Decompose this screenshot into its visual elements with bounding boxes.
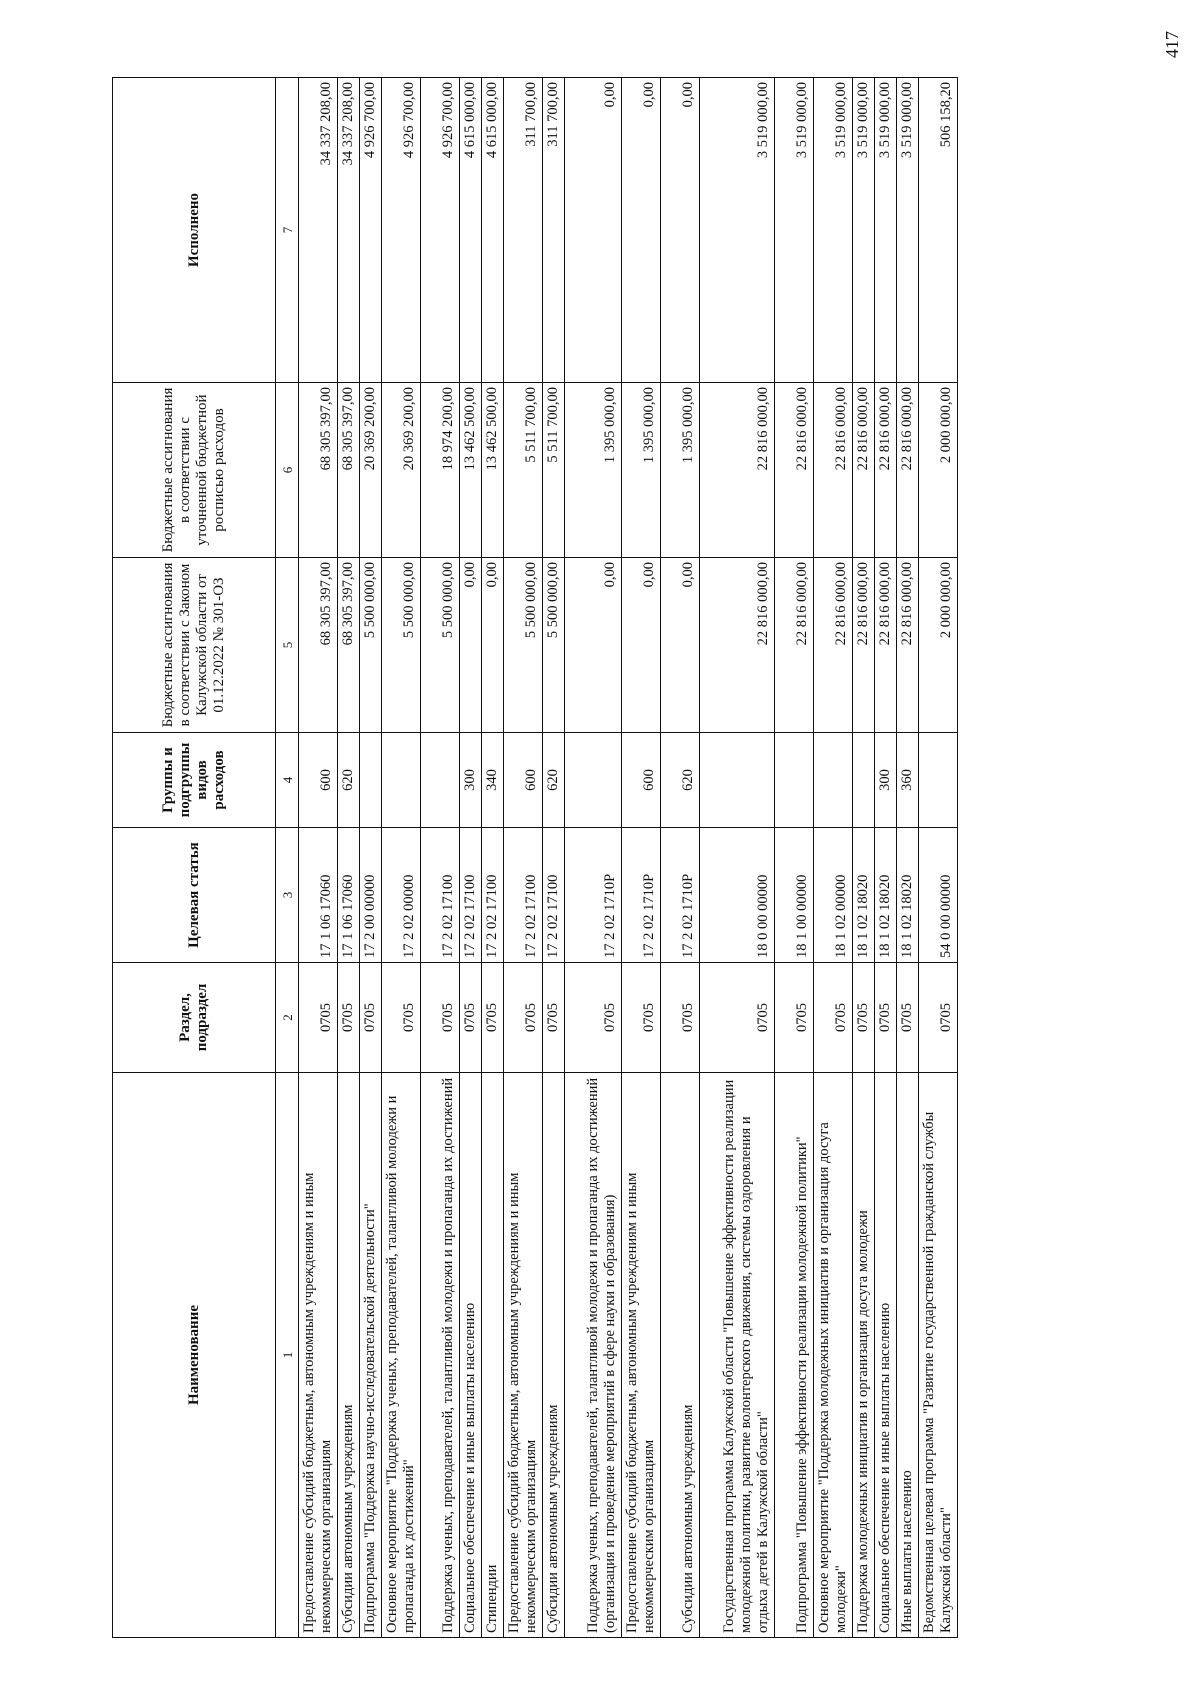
cell-section: 0705 xyxy=(622,963,661,1073)
cell-target: 17 1 06 17060 xyxy=(299,828,338,963)
cell-target: 18 1 02 18020 xyxy=(875,828,897,963)
table-body xyxy=(299,78,958,1638)
rotated-page xyxy=(112,78,1082,1638)
cell-schedule: 68 305 397,00 xyxy=(299,383,338,558)
cell-section: 0705 xyxy=(853,963,875,1073)
cell-executed: 3 519 000,00 xyxy=(700,78,775,383)
cell-schedule: 68 305 397,00 xyxy=(338,383,360,558)
cell-target: 18 0 00 00000 xyxy=(700,828,775,963)
cell-executed: 311 700,00 xyxy=(504,78,543,383)
cell-target: 17 2 02 17100 xyxy=(504,828,543,963)
cell-law: 5 500 000,00 xyxy=(360,558,382,733)
cell-name: Иные выплаты населению xyxy=(897,1073,919,1638)
cell-law: 2 000 000,00 xyxy=(919,558,958,733)
cell-executed: 4 615 000,00 xyxy=(460,78,482,383)
table-row xyxy=(460,78,482,1638)
table-row xyxy=(897,78,919,1638)
cell-schedule: 22 816 000,00 xyxy=(897,383,919,558)
cell-law: 22 816 000,00 xyxy=(814,558,853,733)
cell-name: Субсидии автономным учреждениям xyxy=(661,1073,700,1638)
cell-schedule: 1 395 000,00 xyxy=(661,383,700,558)
column-number: 6 xyxy=(276,383,299,558)
cell-name: Субсидии автономным учреждениям xyxy=(338,1073,360,1638)
cell-target: 17 2 02 1710Р xyxy=(622,828,661,963)
table-row xyxy=(700,78,775,1638)
header-executed: Исполнено xyxy=(113,78,276,383)
cell-section: 0705 xyxy=(460,963,482,1073)
cell-name: Основное мероприятие "Поддержка ученых, преподавателей, талантливой молодежи и пропаганда их достижений" xyxy=(382,1073,421,1638)
cell-target: 17 2 02 17100 xyxy=(460,828,482,963)
cell-section: 0705 xyxy=(543,963,565,1073)
header-groups: Группы и подгруппы видов расходов xyxy=(113,733,276,828)
cell-group: 600 xyxy=(622,733,661,828)
cell-law: 22 816 000,00 xyxy=(853,558,875,733)
cell-executed: 4 926 700,00 xyxy=(382,78,421,383)
cell-target: 18 1 02 18020 xyxy=(897,828,919,963)
cell-schedule: 22 816 000,00 xyxy=(700,383,775,558)
cell-law: 5 500 000,00 xyxy=(543,558,565,733)
cell-section: 0705 xyxy=(504,963,543,1073)
cell-law: 0,00 xyxy=(565,558,622,733)
cell-group: 340 xyxy=(482,733,504,828)
cell-group: 600 xyxy=(504,733,543,828)
cell-executed: 3 519 000,00 xyxy=(814,78,853,383)
cell-group xyxy=(360,733,382,828)
cell-law: 5 500 000,00 xyxy=(421,558,460,733)
cell-schedule: 13 462 500,00 xyxy=(482,383,504,558)
cell-executed: 3 519 000,00 xyxy=(875,78,897,383)
table-row xyxy=(543,78,565,1638)
cell-schedule: 20 369 200,00 xyxy=(382,383,421,558)
cell-section: 0705 xyxy=(565,963,622,1073)
table-row xyxy=(421,78,460,1638)
cell-group xyxy=(853,733,875,828)
header-schedule: Бюджетные ассигнования в соответствии с уточненной бюджетной росписью расходов xyxy=(113,383,276,558)
cell-group xyxy=(814,733,853,828)
cell-section: 0705 xyxy=(814,963,853,1073)
cell-executed: 0,00 xyxy=(622,78,661,383)
cell-name: Основное мероприятие "Поддержка молодежных инициатив и организация досуга молодежи" xyxy=(814,1073,853,1638)
cell-executed: 34 337 208,00 xyxy=(338,78,360,383)
cell-target: 18 1 02 00000 xyxy=(814,828,853,963)
cell-name: Поддержка молодежных инициатив и организация досуга молодежи xyxy=(853,1073,875,1638)
cell-law: 5 500 000,00 xyxy=(382,558,421,733)
table-row xyxy=(853,78,875,1638)
cell-group: 300 xyxy=(875,733,897,828)
cell-name: Социальное обеспечение и иные выплаты населению xyxy=(875,1073,897,1638)
cell-section: 0705 xyxy=(897,963,919,1073)
column-number: 5 xyxy=(276,558,299,733)
cell-law: 68 305 397,00 xyxy=(299,558,338,733)
cell-group: 600 xyxy=(299,733,338,828)
header-target: Целевая статья xyxy=(113,828,276,963)
cell-group xyxy=(421,733,460,828)
table-row xyxy=(661,78,700,1638)
cell-name: Субсидии автономным учреждениям xyxy=(543,1073,565,1638)
table-row xyxy=(814,78,853,1638)
cell-law: 0,00 xyxy=(661,558,700,733)
cell-target: 54 0 00 00000 xyxy=(919,828,958,963)
column-number-row xyxy=(276,78,299,1638)
cell-group xyxy=(700,733,775,828)
cell-target: 17 2 02 17100 xyxy=(482,828,504,963)
cell-law: 0,00 xyxy=(460,558,482,733)
cell-name: Поддержка ученых, преподавателей, талантливой молодежи и пропаганда их достижений (организация и проведение мероприятий в сфере науки и образования) xyxy=(565,1073,622,1638)
cell-section: 0705 xyxy=(661,963,700,1073)
cell-law: 22 816 000,00 xyxy=(897,558,919,733)
cell-schedule: 22 816 000,00 xyxy=(875,383,897,558)
column-number: 1 xyxy=(276,1073,299,1638)
cell-executed: 311 700,00 xyxy=(543,78,565,383)
cell-schedule: 5 511 700,00 xyxy=(543,383,565,558)
cell-target: 17 2 02 17100 xyxy=(543,828,565,963)
cell-name: Государственная программа Калужской области "Повышение эффективности реализации молодежной политики, развитие волонтерского движения, системы оздоровления и отдыха детей в Калужской области" xyxy=(700,1073,775,1638)
cell-executed: 4 926 700,00 xyxy=(421,78,460,383)
cell-group: 620 xyxy=(338,733,360,828)
cell-target: 17 2 00 00000 xyxy=(360,828,382,963)
cell-target: 18 1 02 18020 xyxy=(853,828,875,963)
cell-section: 0705 xyxy=(875,963,897,1073)
table-row xyxy=(565,78,622,1638)
cell-target: 17 2 02 17100 xyxy=(421,828,460,963)
cell-law: 0,00 xyxy=(622,558,661,733)
header-law: Бюджетные ассигнования в соответствии с Законом Калужской области от 01.12.2022 № 301-ОЗ xyxy=(113,558,276,733)
cell-target: 17 2 02 1710Р xyxy=(565,828,622,963)
cell-name: Социальное обеспечение и иные выплаты населению xyxy=(460,1073,482,1638)
cell-section: 0705 xyxy=(700,963,775,1073)
header-row xyxy=(113,78,276,1638)
cell-schedule: 5 511 700,00 xyxy=(504,383,543,558)
column-number: 7 xyxy=(276,78,299,383)
cell-executed: 3 519 000,00 xyxy=(897,78,919,383)
cell-name: Предоставление субсидий бюджетным, автономным учреждениям и иным некоммерческим организациям xyxy=(299,1073,338,1638)
cell-name: Подпрограмма "Поддержка научно-исследовательской деятельности" xyxy=(360,1073,382,1638)
cell-executed: 3 519 000,00 xyxy=(853,78,875,383)
budget-table xyxy=(112,77,958,1638)
cell-schedule: 22 816 000,00 xyxy=(814,383,853,558)
cell-section: 0705 xyxy=(360,963,382,1073)
cell-executed: 0,00 xyxy=(565,78,622,383)
cell-name: Стипендии xyxy=(482,1073,504,1638)
cell-executed: 506 158,20 xyxy=(919,78,958,383)
cell-group xyxy=(775,733,814,828)
cell-schedule: 2 000 000,00 xyxy=(919,383,958,558)
cell-group xyxy=(565,733,622,828)
table-row xyxy=(775,78,814,1638)
cell-target: 17 2 02 1710Р xyxy=(661,828,700,963)
cell-group: 620 xyxy=(661,733,700,828)
table-row xyxy=(919,78,958,1638)
cell-law: 22 816 000,00 xyxy=(700,558,775,733)
cell-schedule: 20 369 200,00 xyxy=(360,383,382,558)
table-row xyxy=(482,78,504,1638)
cell-schedule: 22 816 000,00 xyxy=(775,383,814,558)
cell-name: Ведомственная целевая программа "Развитие государственной гражданской службы Калужской области" xyxy=(919,1073,958,1638)
column-number: 4 xyxy=(276,733,299,828)
cell-law: 0,00 xyxy=(482,558,504,733)
cell-section: 0705 xyxy=(919,963,958,1073)
cell-schedule: 1 395 000,00 xyxy=(565,383,622,558)
table-row xyxy=(299,78,338,1638)
cell-law: 68 305 397,00 xyxy=(338,558,360,733)
cell-name: Предоставление субсидий бюджетным, автономным учреждениям и иным некоммерческим организациям xyxy=(622,1073,661,1638)
cell-section: 0705 xyxy=(382,963,421,1073)
cell-section: 0705 xyxy=(775,963,814,1073)
cell-executed: 4 615 000,00 xyxy=(482,78,504,383)
cell-executed: 0,00 xyxy=(661,78,700,383)
table-row xyxy=(875,78,897,1638)
cell-name: Предоставление субсидий бюджетным, автономным учреждениям и иным некоммерческим организациям xyxy=(504,1073,543,1638)
cell-group: 360 xyxy=(897,733,919,828)
cell-executed: 34 337 208,00 xyxy=(299,78,338,383)
cell-section: 0705 xyxy=(338,963,360,1073)
cell-target: 17 2 02 00000 xyxy=(382,828,421,963)
cell-target: 18 1 00 00000 xyxy=(775,828,814,963)
cell-section: 0705 xyxy=(299,963,338,1073)
cell-schedule: 1 395 000,00 xyxy=(622,383,661,558)
cell-schedule: 13 462 500,00 xyxy=(460,383,482,558)
cell-law: 5 500 000,00 xyxy=(504,558,543,733)
cell-executed: 4 926 700,00 xyxy=(360,78,382,383)
cell-schedule: 22 816 000,00 xyxy=(853,383,875,558)
table-row xyxy=(622,78,661,1638)
column-number: 2 xyxy=(276,963,299,1073)
header-section: Раздел, подраздел xyxy=(113,963,276,1073)
cell-law: 22 816 000,00 xyxy=(775,558,814,733)
cell-name: Подпрограмма "Повышение эффективности реализации молодежной политики" xyxy=(775,1073,814,1638)
cell-target: 17 1 06 17060 xyxy=(338,828,360,963)
cell-group: 300 xyxy=(460,733,482,828)
cell-section: 0705 xyxy=(421,963,460,1073)
cell-schedule: 18 974 200,00 xyxy=(421,383,460,558)
column-number: 3 xyxy=(276,828,299,963)
cell-section: 0705 xyxy=(482,963,504,1073)
table-row xyxy=(382,78,421,1638)
table-row xyxy=(360,78,382,1638)
cell-executed: 3 519 000,00 xyxy=(775,78,814,383)
cell-group xyxy=(919,733,958,828)
cell-name: Поддержка ученых, преподавателей, талантливой молодежи и пропаганда их достижений xyxy=(421,1073,460,1638)
cell-group: 620 xyxy=(543,733,565,828)
header-name: Наименование xyxy=(113,1073,276,1638)
table-row xyxy=(504,78,543,1638)
table-row xyxy=(338,78,360,1638)
cell-group xyxy=(382,733,421,828)
page-number: 417 xyxy=(1162,31,1182,58)
cell-law: 22 816 000,00 xyxy=(875,558,897,733)
